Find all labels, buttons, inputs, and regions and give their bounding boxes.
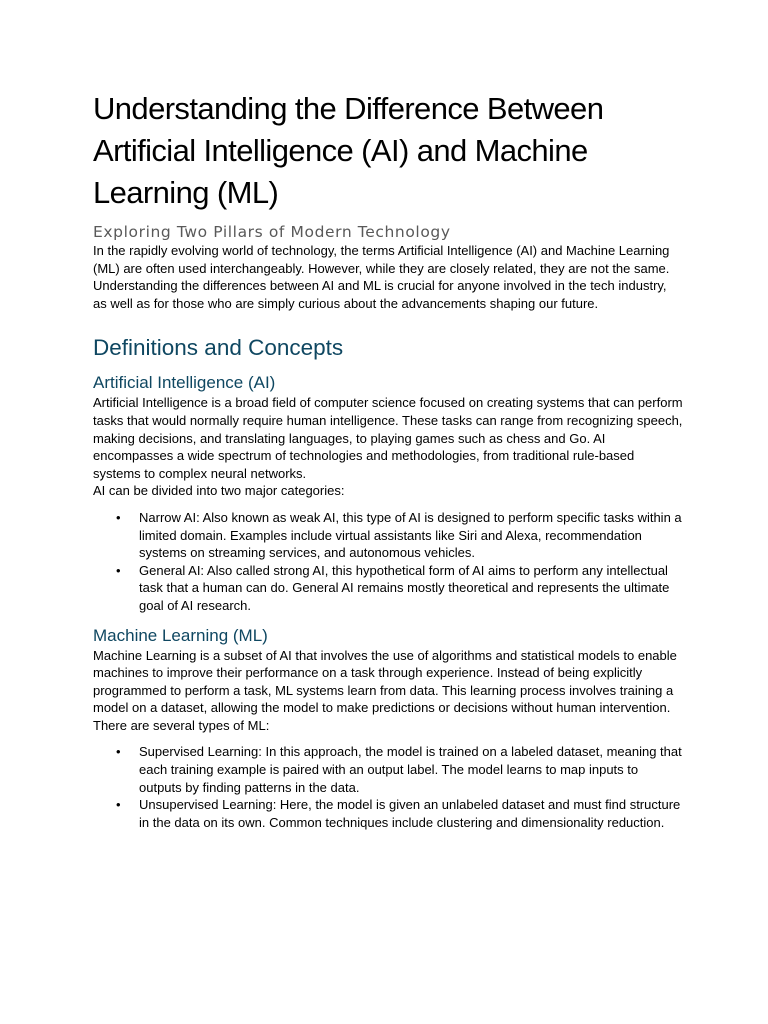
intro-paragraph: In the rapidly evolving world of technology, the terms Artificial Intelligence (AI) and Machine Learning (ML) are often used interchangeably. However, while they are closely related, they are not the same. Understanding the differences between AI and ML is crucial for anyone involved in the tech industry, as well as for those who are simply curious about the advancements shaping our future. <box>93 243 670 311</box>
page-title: Understanding the Difference Between Artificial Intelligence (AI) and Machine Learning (ML) <box>93 91 604 210</box>
page-subtitle: Exploring Two Pillars of Modern Technology <box>93 223 451 241</box>
bullet-icon: • <box>116 509 121 525</box>
bullet-icon: • <box>116 797 121 813</box>
subsection-heading-ml: Machine Learning (ML) <box>93 625 268 645</box>
list-item <box>93 796 683 831</box>
list-item <box>93 743 683 796</box>
list-item <box>93 562 683 615</box>
list-item-text: Supervised Learning: In this approach, the model is trained on a labeled dataset, meaning that each training example is paired with an output label. The model learns to map inputs to outputs by finding patterns in the data. <box>139 744 682 795</box>
bullet-icon: • <box>116 562 121 578</box>
document-page <box>93 88 683 831</box>
list-item <box>93 509 683 562</box>
ai-categories-lead: AI can be divided into two major categories: <box>93 483 345 499</box>
ml-types-list <box>93 743 683 831</box>
ai-categories-list <box>93 509 683 615</box>
list-item-text: Unsupervised Learning: Here, the model is given an unlabeled dataset and must find structure in the data on its own. Common techniques include clustering and dimensionality reduction. <box>139 797 681 830</box>
subsection-heading-ai: Artificial Intelligence (AI) <box>93 373 276 393</box>
ai-paragraph: Artificial Intelligence is a broad field of computer science focused on creating systems that can perform tasks that would normally require human intelligence. These tasks can range from recognizing speech, making decisions, and translating languages, to playing games such as chess and Go. AI encompasses a wide spectrum of technologies and methodologies, from traditional rule-based systems to complex neural networks. <box>93 395 683 481</box>
ml-paragraph: Machine Learning is a subset of AI that involves the use of algorithms and statistical models to enable machines to improve their performance on a task through experience. Instead of being explicitly programmed to perform a task, ML systems learn from data. This learning process involves training a model on a dataset, allowing the model to make predictions or decisions without human intervention. <box>93 647 677 716</box>
list-item-text: General AI: Also called strong AI, this hypothetical form of AI aims to perform any intellectual task that a human can do. General AI remains mostly theoretical and represents the ultimate goal of AI research. <box>139 562 670 613</box>
bullet-icon: • <box>116 744 121 760</box>
ml-types-lead: There are several types of ML: <box>93 717 270 733</box>
section-heading-definitions: Definitions and Concepts <box>93 335 344 361</box>
list-item-text: Narrow AI: Also known as weak AI, this type of AI is designed to perform specific tasks within a limited domain. Examples include virtual assistants like Siri and Alexa, recommendation systems on streaming services, and autonomous vehicles. <box>139 509 682 561</box>
